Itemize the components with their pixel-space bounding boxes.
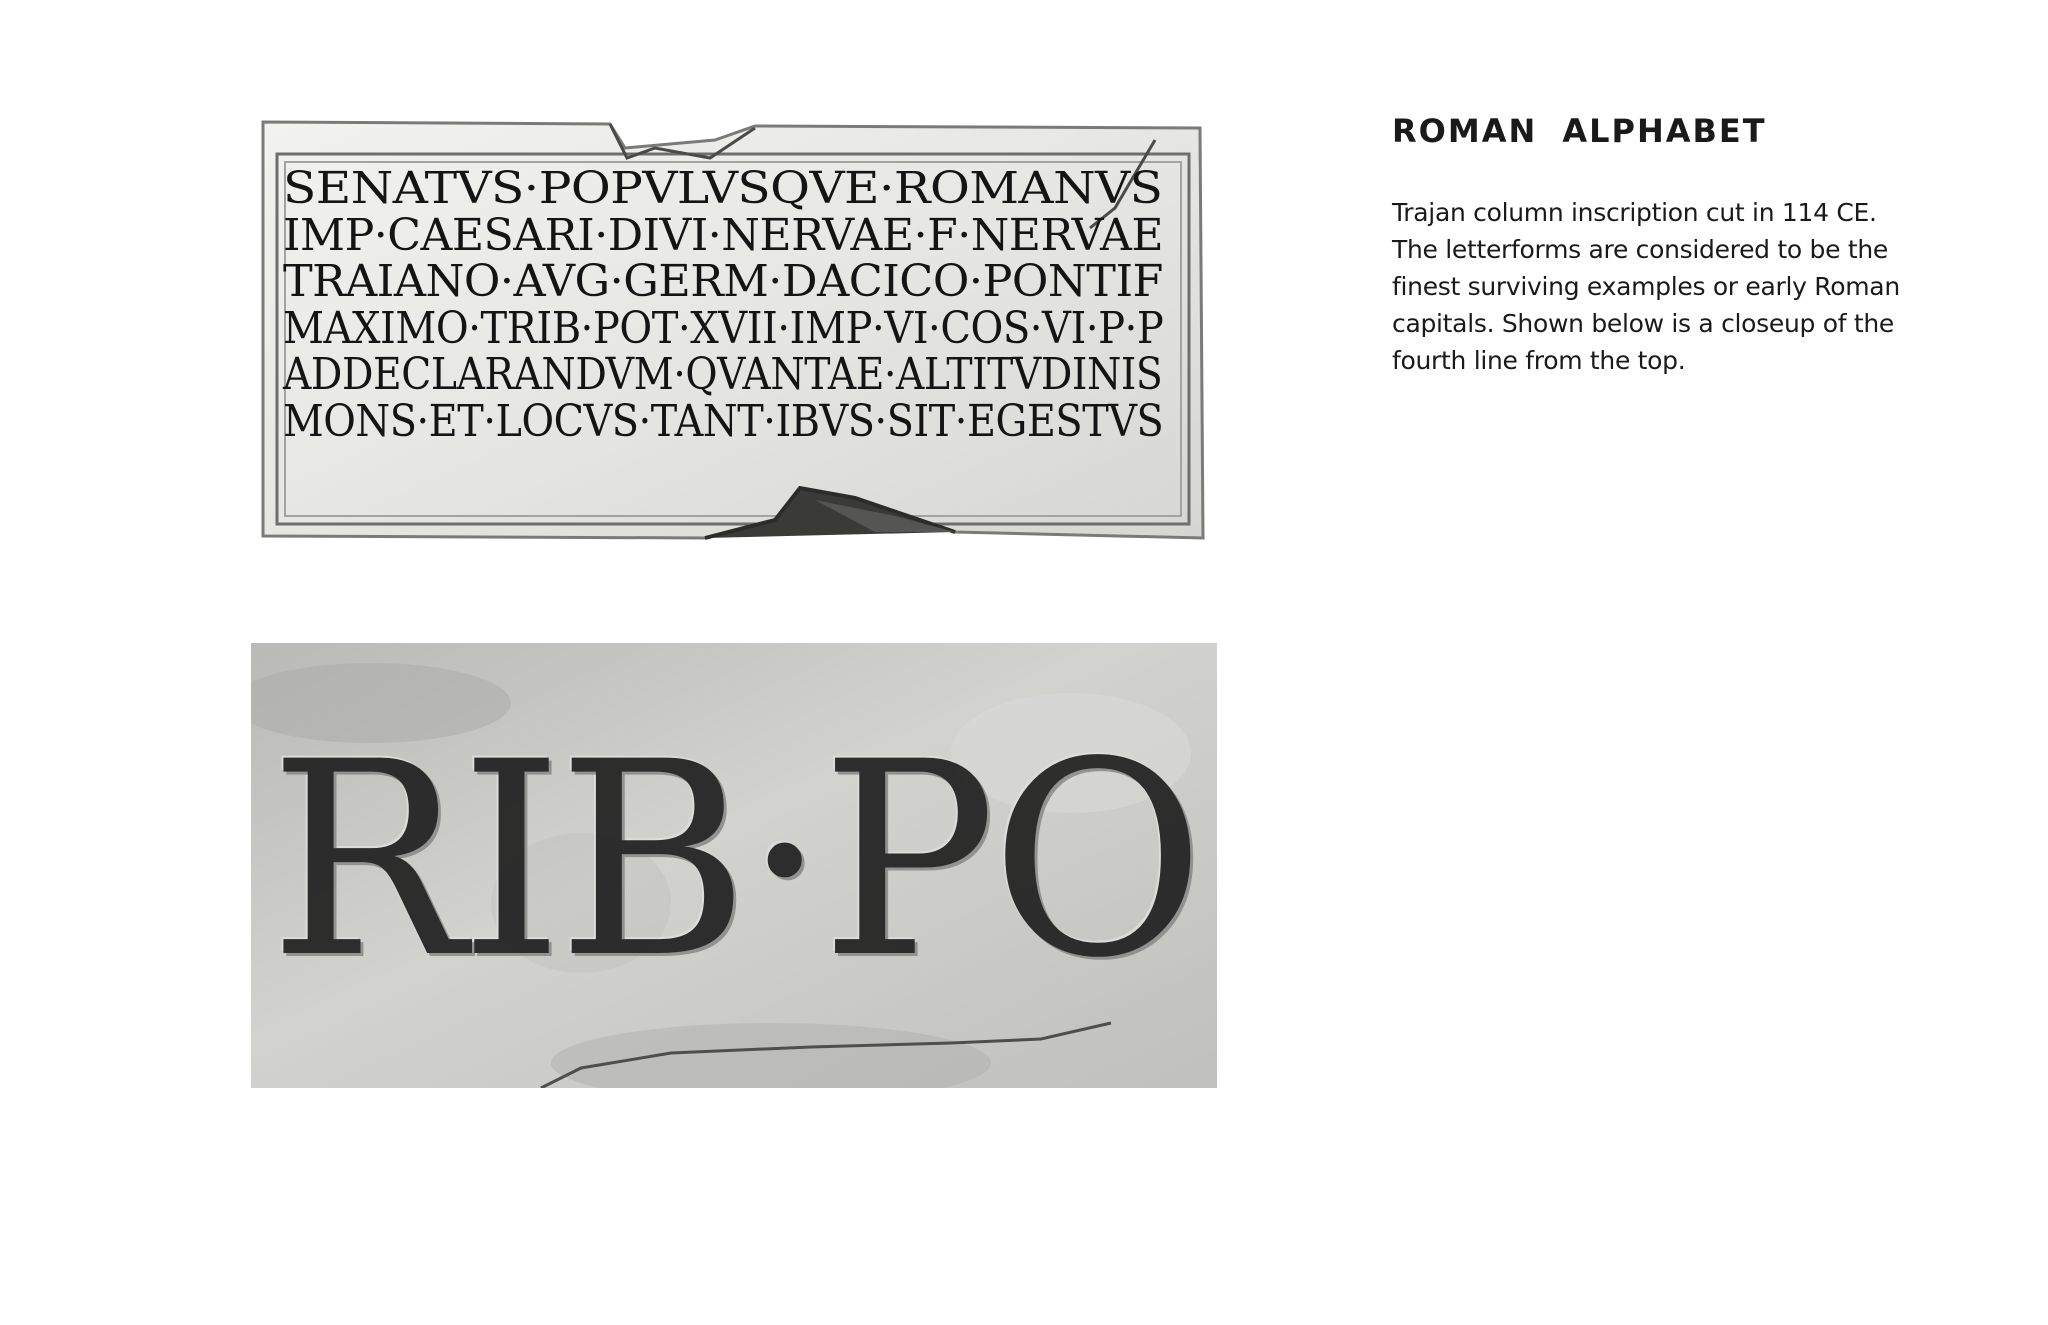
- inscription-lines: [283, 166, 1163, 445]
- inscription-line-4: MAXIMO·TRIB·POT·XVII·IMP·VI·COS·VI·P·P: [283, 303, 1164, 354]
- closeup-letters: RIB·PO: [269, 705, 1199, 1017]
- page-title: ROMAN ALPHABET: [1392, 112, 1767, 150]
- inscription-line-1: SENATVS·POPVLVSQVE·ROMANVS: [283, 164, 1163, 214]
- inscription-line-2: IMP·CAESARI·DIVI·NERVAE·F·NERVAE: [283, 210, 1164, 261]
- inscription-line-6: MONS·ET·LOCVS·TANT·IBVS·SIT·EGESTVS: [283, 396, 1164, 447]
- closeup-photo: [251, 643, 1217, 1088]
- inscription-line-3: TRAIANO·AVG·GERM·DACICO·PONTIF: [283, 257, 1163, 307]
- caption-text: Trajan column inscription cut in 114 CE. The letterforms are considered to be the finest surviving examples or early Roman capitals. Shown below is a closeup of the fourth line from the top.: [1392, 198, 1900, 375]
- inscription-line-5: ADDECLARANDVM·QVANTAE·ALTITVDINIS: [283, 350, 1163, 400]
- inscription-photo: [255, 118, 1205, 550]
